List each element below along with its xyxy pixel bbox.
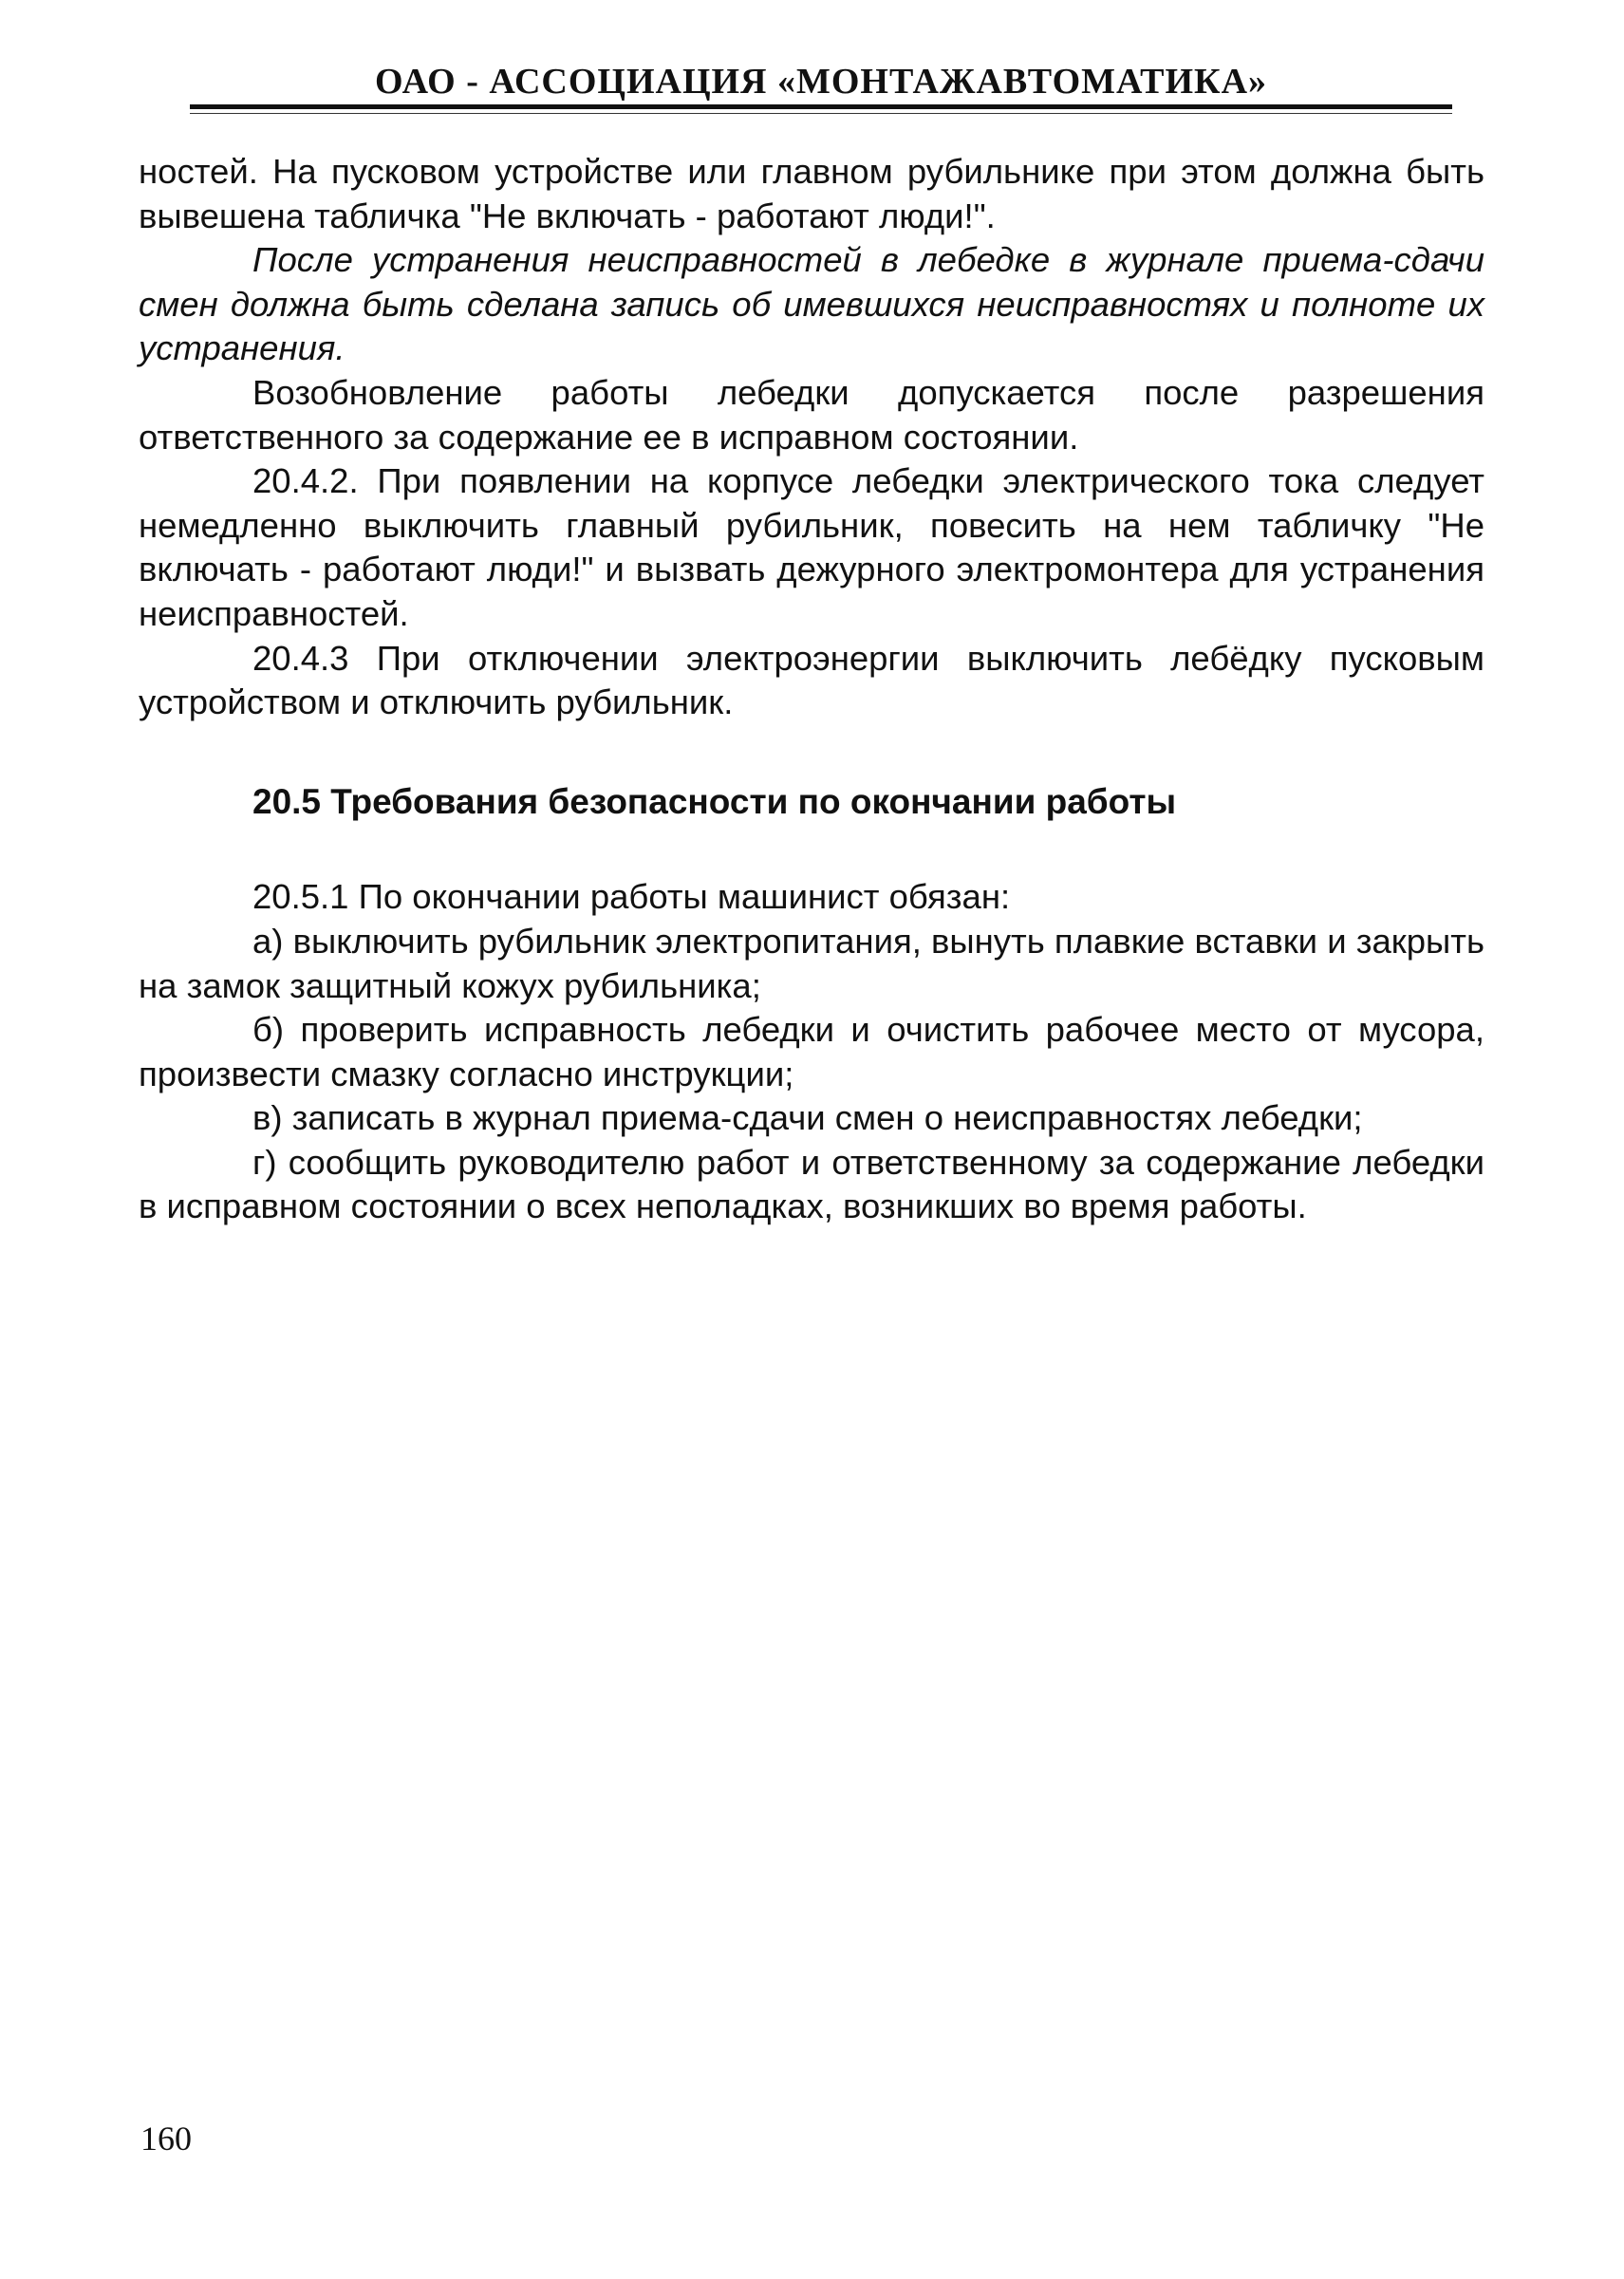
paragraph-resume-work: Возобновление работы лебедки допускается после разрешения ответственного за содержание ее в исправном состоянии. bbox=[139, 372, 1484, 457]
section-title: 20.5 Требования безопасности по окончании работы bbox=[252, 781, 1177, 821]
paragraph-20-4-3: 20.4.3 При отключении электроэнергии выключить лебёдку пусковым устройством и отключить рубильник. bbox=[139, 638, 1484, 722]
paragraph-20-5-1: 20.5.1 По окончании работы машинист обязан: bbox=[252, 877, 1011, 917]
paragraph-20-4-2: 20.4.2. При появлении на корпусе лебедки электрического тока следует немедленно выключить главный рубильник, повесить на нем табличку "Не включать - работают люди!" и вызвать дежурного электромонтера для устранения неисправностей. bbox=[139, 461, 1484, 633]
page-number: 160 bbox=[140, 2120, 192, 2158]
page-header: ОАО - АССОЦИАЦИЯ «МОНТАЖАВТОМАТИКА» bbox=[374, 62, 1268, 102]
list-item-g: г) сообщить руководителю работ и ответственному за содержание лебедки в исправном состоянии о всех неполадках, возникших во время работы. bbox=[139, 1142, 1484, 1226]
body-text bbox=[139, 150, 1484, 1229]
list-item-b: б) проверить исправность лебедки и очистить рабочее место от мусора, произвести смазку согласно инструкции; bbox=[139, 1010, 1484, 1093]
paragraph-after-repair: После устранения неисправностей в лебедке в журнале приема-сдачи смен должна быть сделана запись об имевшихся неисправностях и полноте их устранения. bbox=[139, 240, 1484, 368]
header-rule-thin bbox=[190, 113, 1452, 114]
header-rule-thick bbox=[190, 104, 1452, 109]
paragraph-continuation: ностей. На пусковом устройстве или главном рубильнике при этом должна быть вывешена табличка "Не включать - работают люди!". bbox=[139, 152, 1484, 235]
list-item-v: в) записать в журнал приема-сдачи смен о неисправностях лебедки; bbox=[252, 1098, 1363, 1138]
list-item-a: а) выключить рубильник электропитания, вынуть плавкие вставки и закрыть на замок защитный кожух рубильника; bbox=[139, 921, 1485, 1005]
